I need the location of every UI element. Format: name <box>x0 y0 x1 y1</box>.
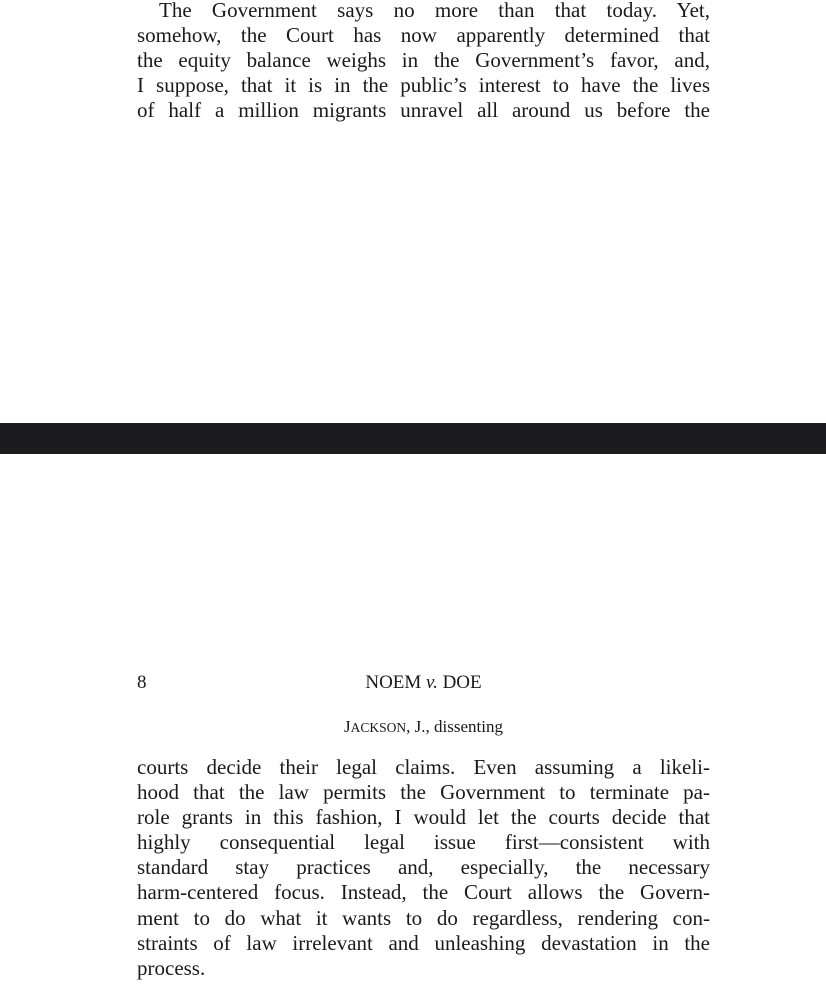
author-suffix: , J., dissenting <box>406 717 503 736</box>
case-name-right: DOE <box>442 672 482 693</box>
paragraph-line: of half a million migrants unravel all around us before the <box>137 98 710 123</box>
paragraph-line: somehow, the Court has now apparently determined that <box>137 23 710 48</box>
paragraph-line: straints of law irrelevant and unleashing devastation in the <box>137 930 710 955</box>
author-initial: J <box>344 717 351 736</box>
page-number: 8 <box>137 672 147 693</box>
paragraph-line: ment to do what it wants to do regardless, rendering con- <box>137 905 710 930</box>
paragraph-line: role grants in this fashion, I would let the courts decide that <box>137 805 710 830</box>
paragraph-line: harm-centered focus. Instead, the Court allows the Govern- <box>137 880 710 905</box>
opinion-label <box>137 717 710 737</box>
page-divider <box>0 423 826 454</box>
bottom-paragraph <box>137 755 710 981</box>
top-paragraph <box>137 0 710 123</box>
paragraph-line: courts decide their legal claims. Even assuming a likeli- <box>137 755 710 779</box>
paragraph-line: The Government says no more than that today. Yet, <box>159 0 710 22</box>
paragraph-line: standard stay practices and, especially, the necessary <box>137 855 710 880</box>
running-header <box>137 672 710 696</box>
paragraph-line: I suppose, that it is in the public’s interest to have the lives <box>137 73 710 98</box>
case-title <box>137 672 710 694</box>
case-name-versus: v. <box>426 672 438 693</box>
paragraph-line: process. <box>137 955 206 980</box>
author-name-smallcaps: ACKSON <box>350 720 407 735</box>
paragraph-line: hood that the law permits the Government to terminate pa- <box>137 780 710 805</box>
case-name-left: NOEM <box>365 672 422 693</box>
paragraph-line: the equity balance weighs in the Government’s favor, and, <box>137 48 710 73</box>
paragraph-line: highly consequential legal issue first—consistent with <box>137 830 710 855</box>
